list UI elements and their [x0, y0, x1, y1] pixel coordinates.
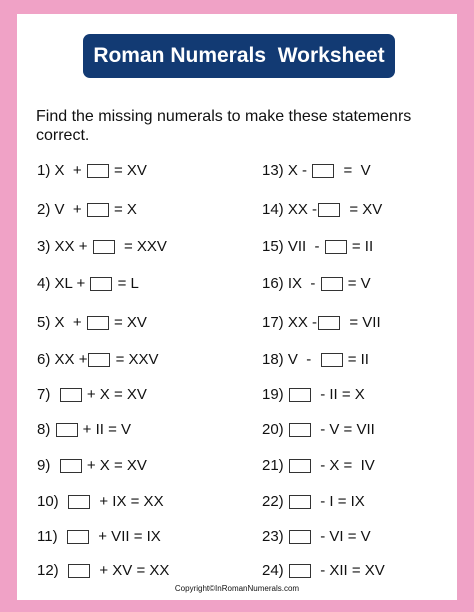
- expression-end: - II = X: [311, 386, 365, 403]
- expression-end: - XII = XV: [311, 562, 385, 579]
- expression-end: = XXV: [115, 238, 167, 255]
- worksheet-title: Roman Numerals Worksheet: [83, 34, 395, 78]
- expression-start: VII -: [283, 238, 324, 255]
- expression-end: = L: [113, 275, 139, 292]
- question-number: 2): [37, 201, 51, 218]
- question-item: [262, 526, 371, 548]
- copyright-footer: Copyright©InRomanNumerals.com: [174, 584, 300, 593]
- question-item: [37, 236, 167, 258]
- expression-end: = XV: [109, 162, 147, 179]
- answer-box[interactable]: [68, 495, 90, 509]
- answer-box[interactable]: [325, 240, 347, 254]
- expression-start: XX -: [283, 314, 318, 331]
- expression-end: + X = XV: [82, 386, 147, 403]
- expression-end: - I = IX: [311, 493, 365, 510]
- expression-start: X +: [50, 314, 86, 331]
- expression-end: + X = XV: [82, 457, 147, 474]
- question-item: [37, 273, 139, 295]
- question-number: 5): [37, 314, 51, 331]
- question-item: [37, 160, 147, 182]
- question-item: [262, 560, 385, 582]
- expression-end: = V: [335, 162, 371, 179]
- question-number: 15): [262, 238, 284, 255]
- question-item: [262, 160, 371, 182]
- worksheet: [17, 14, 457, 600]
- question-number: 9): [37, 457, 51, 474]
- expression-end: - X = IV: [311, 457, 375, 474]
- expression-start: XX +: [50, 351, 88, 368]
- answer-box[interactable]: [67, 530, 89, 544]
- expression-end: = XXV: [111, 351, 159, 368]
- answer-box[interactable]: [321, 353, 343, 367]
- expression-start: [58, 526, 66, 548]
- question-number: 14): [262, 201, 284, 218]
- expression-end: + VII = IX: [89, 528, 161, 545]
- expression-end: = X: [109, 201, 137, 218]
- expression-end: = VII: [341, 314, 381, 331]
- question-item: [37, 455, 147, 477]
- expression-start: [284, 560, 288, 582]
- expression-start: IX -: [283, 275, 320, 292]
- expression-start: [50, 455, 58, 477]
- answer-box[interactable]: [93, 240, 115, 254]
- answer-box[interactable]: [56, 423, 78, 437]
- answer-box[interactable]: [60, 459, 82, 473]
- question-item: [37, 384, 147, 406]
- question-item: [37, 349, 159, 371]
- expression-start: [59, 560, 67, 582]
- question-item: [262, 312, 381, 334]
- answer-box[interactable]: [88, 353, 110, 367]
- question-number: 1): [37, 162, 51, 179]
- question-number: 11): [37, 528, 58, 545]
- question-number: 19): [262, 386, 284, 403]
- answer-box[interactable]: [60, 388, 82, 402]
- expression-end: + XV = XX: [91, 562, 170, 579]
- question-number: 16): [262, 275, 284, 292]
- answer-box[interactable]: [87, 316, 109, 330]
- answer-box[interactable]: [90, 277, 112, 291]
- question-number: 22): [262, 493, 284, 510]
- expression-start: [284, 491, 288, 513]
- answer-box[interactable]: [289, 459, 311, 473]
- expression-start: [284, 526, 288, 548]
- question-number: 18): [262, 351, 284, 368]
- question-number: 24): [262, 562, 284, 579]
- answer-box[interactable]: [289, 423, 311, 437]
- expression-start: [50, 419, 54, 441]
- question-item: [37, 419, 131, 441]
- question-item: [37, 491, 164, 513]
- answer-box[interactable]: [318, 203, 340, 217]
- question-item: [262, 349, 369, 371]
- expression-start: [50, 384, 58, 406]
- question-item: [262, 236, 373, 258]
- question-item: [37, 560, 169, 582]
- expression-end: + II = V: [78, 421, 132, 438]
- answer-box[interactable]: [289, 495, 311, 509]
- answer-box[interactable]: [87, 203, 109, 217]
- expression-end: + IX = XX: [91, 493, 164, 510]
- question-number: 3): [37, 238, 51, 255]
- question-number: 13): [262, 162, 284, 179]
- expression-start: [284, 419, 288, 441]
- instructions: Find the missing numerals to make these statemenrs correct.: [36, 108, 412, 144]
- answer-box[interactable]: [312, 164, 334, 178]
- expression-start: [284, 455, 288, 477]
- expression-end: = XV: [341, 201, 383, 218]
- question-number: 4): [37, 275, 51, 292]
- question-item: [262, 384, 365, 406]
- expression-start: XL +: [50, 275, 90, 292]
- expression-start: [284, 384, 288, 406]
- question-number: 20): [262, 421, 284, 438]
- answer-box[interactable]: [321, 277, 343, 291]
- answer-box[interactable]: [68, 564, 90, 578]
- answer-box[interactable]: [289, 388, 311, 402]
- expression-start: V +: [50, 201, 86, 218]
- question-item: [262, 419, 375, 441]
- question-number: 10): [37, 493, 59, 510]
- question-number: 17): [262, 314, 284, 331]
- expression-start: X +: [50, 162, 86, 179]
- expression-start: XX -: [283, 201, 318, 218]
- expression-start: XX +: [50, 238, 92, 255]
- question-item: [37, 312, 147, 334]
- question-item: [262, 455, 375, 477]
- question-item: [262, 273, 371, 295]
- expression-start: X -: [283, 162, 312, 179]
- expression-start: V -: [283, 351, 320, 368]
- answer-box[interactable]: [289, 530, 311, 544]
- expression-start: [59, 491, 67, 513]
- expression-end: = XV: [109, 314, 147, 331]
- question-item: [262, 199, 382, 221]
- question-number: 21): [262, 457, 284, 474]
- expression-end: = II: [347, 238, 374, 255]
- expression-end: - V = VII: [311, 421, 375, 438]
- answer-box[interactable]: [318, 316, 340, 330]
- question-number: 23): [262, 528, 284, 545]
- question-number: 7): [37, 386, 51, 403]
- question-item: [37, 526, 161, 548]
- answer-box[interactable]: [87, 164, 109, 178]
- expression-end: = II: [343, 351, 369, 368]
- question-number: 12): [37, 562, 59, 579]
- expression-end: = V: [343, 275, 371, 292]
- question-item: [262, 491, 365, 513]
- question-number: 6): [37, 351, 51, 368]
- expression-end: - VI = V: [311, 528, 371, 545]
- answer-box[interactable]: [289, 564, 311, 578]
- question-item: [37, 199, 137, 221]
- question-number: 8): [37, 421, 51, 438]
